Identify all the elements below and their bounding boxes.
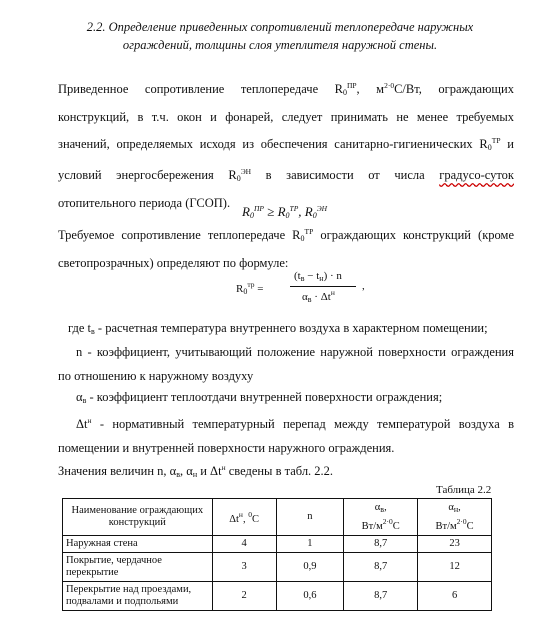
definition-alpha-v: $\alpha_в$ - коэффициент теплоотдачи внутренней поверхности ограждения; — [76, 390, 443, 405]
cell-n: 0,9 — [276, 553, 344, 582]
formula-op: ≥ R — [263, 204, 286, 219]
cell-alpha-v: 8,7 — [344, 536, 418, 553]
formula-r2-sup: ЭН — [316, 204, 328, 213]
cell-n: 0,6 — [276, 582, 344, 611]
cell-dt: 4 — [212, 536, 276, 553]
m2-sup: 2 — [384, 81, 388, 90]
cell-dt: 3 — [212, 553, 276, 582]
definition-n: n - коэффициент, учитывающий положение наружной поверхности ограждения по отношению к наружному воздуху — [58, 345, 514, 383]
cell-n: 1 — [276, 536, 344, 553]
header-name: Наименование ограждающих конструкций — [63, 499, 213, 536]
cell-alpha-n: 12 — [418, 553, 492, 582]
formula-r-sub: 0 — [249, 211, 254, 220]
cell-alpha-n: 23 — [418, 536, 492, 553]
tr-sup: ТР — [491, 136, 501, 145]
header-dt: $\Delta t^н$, $^0$С — [212, 499, 276, 536]
frac-comma: , — [362, 280, 365, 292]
formula-r1-sub: 0 — [285, 211, 290, 220]
p1-text-e: в зависимости от числа — [251, 168, 440, 182]
deg-sup: ·0 — [387, 81, 395, 90]
cell-name: Покрытие, чердачное перекрытие — [63, 553, 213, 582]
gsop-word: градусо-суток — [439, 168, 514, 182]
table-row — [63, 553, 492, 582]
paragraph-required — [58, 220, 514, 275]
r0-sub-3: 0 — [236, 174, 241, 183]
table-caption: Таблица 2.2 — [436, 484, 492, 496]
paragraph-values-note: Значения величин n, $\alpha_в$, $\alpha_н$ и $\Delta t^н$ сведены в табл. 2.2. — [58, 463, 334, 479]
p2-text-b: ограждающих конструкций (кроме светопрозрачных) определяют по формуле: — [58, 228, 514, 270]
p1-text-a: Приведенное сопротивление теплопередаче R — [58, 82, 343, 96]
cell-alpha-v: 8,7 — [344, 582, 418, 611]
formula-r-sup: ПР — [253, 204, 264, 213]
header-n: n — [276, 499, 344, 536]
table-row — [63, 536, 492, 553]
cell-name: Наружная стена — [63, 536, 213, 553]
frac-bar — [290, 286, 356, 287]
definition-tv: где $t_в$ - расчетная температура внутреннего воздуха в характерном помещении; — [68, 321, 488, 336]
cell-alpha-n: 6 — [418, 582, 492, 611]
header-alpha-n: $\alpha_н$, $Вт/м^{2\cdot 0}С$ — [418, 499, 492, 536]
formula-sep: , R — [298, 204, 313, 219]
p1-text-b: , м — [356, 82, 385, 96]
frac-denominator: $\alpha_в \cdot \Delta t^н$ — [302, 288, 335, 304]
en-sup: ЭН — [240, 167, 252, 176]
cell-alpha-v: 8,7 — [344, 553, 418, 582]
cell-dt: 2 — [212, 582, 276, 611]
paragraph-intro — [58, 74, 514, 215]
section-heading: 2.2. Определение приведенных сопротивлений теплопередаче наружных ограждений, толщины слоя утеплителя наружной стены. — [86, 20, 474, 52]
p1-text-c: С/Вт, ограждающих конструкций, в т.ч. окон и фонарей, следует принимать не менее требуемых значений, определяемых исходя из обеспечения санитарно-гигиенических R — [58, 82, 514, 151]
frac-numerator: $(t_в - t_н) \cdot n$ — [294, 270, 342, 283]
table-row — [63, 582, 492, 611]
p2-r-sup: ТР — [304, 227, 314, 236]
definition-delta-t: $\Delta t^н$ - нормативный температурный перепад между температурой воздуха в помещении и внутренней поверхности наружного ограждения. — [58, 416, 514, 455]
r0-sub-2: 0 — [487, 143, 492, 152]
p1-text-f: отопительного периода (ГСОП). — [58, 196, 231, 210]
cell-name: Перекрытие над проездами, подвалами и подпольями — [63, 582, 213, 611]
header-alpha-v: $\alpha_в$, $Вт/м^{2\cdot 0}С$ — [344, 499, 418, 536]
frac-lhs: $R_0^{тр}$ = — [236, 280, 264, 296]
r0-sub: 0 — [342, 88, 347, 97]
table-header-row — [63, 499, 492, 536]
pr-sup: ПР — [346, 81, 357, 90]
p1-text-d: и условий энергосбережения R — [58, 137, 514, 182]
formula-r1-sup: ТР — [289, 204, 299, 213]
p2-text-a: Требуемое сопротивление теплопередаче R — [58, 228, 301, 242]
p2-r-sub: 0 — [300, 234, 305, 243]
formula-r: R — [242, 204, 250, 219]
coefficients-table — [62, 498, 492, 611]
formula-r2-sub: 0 — [312, 211, 317, 220]
